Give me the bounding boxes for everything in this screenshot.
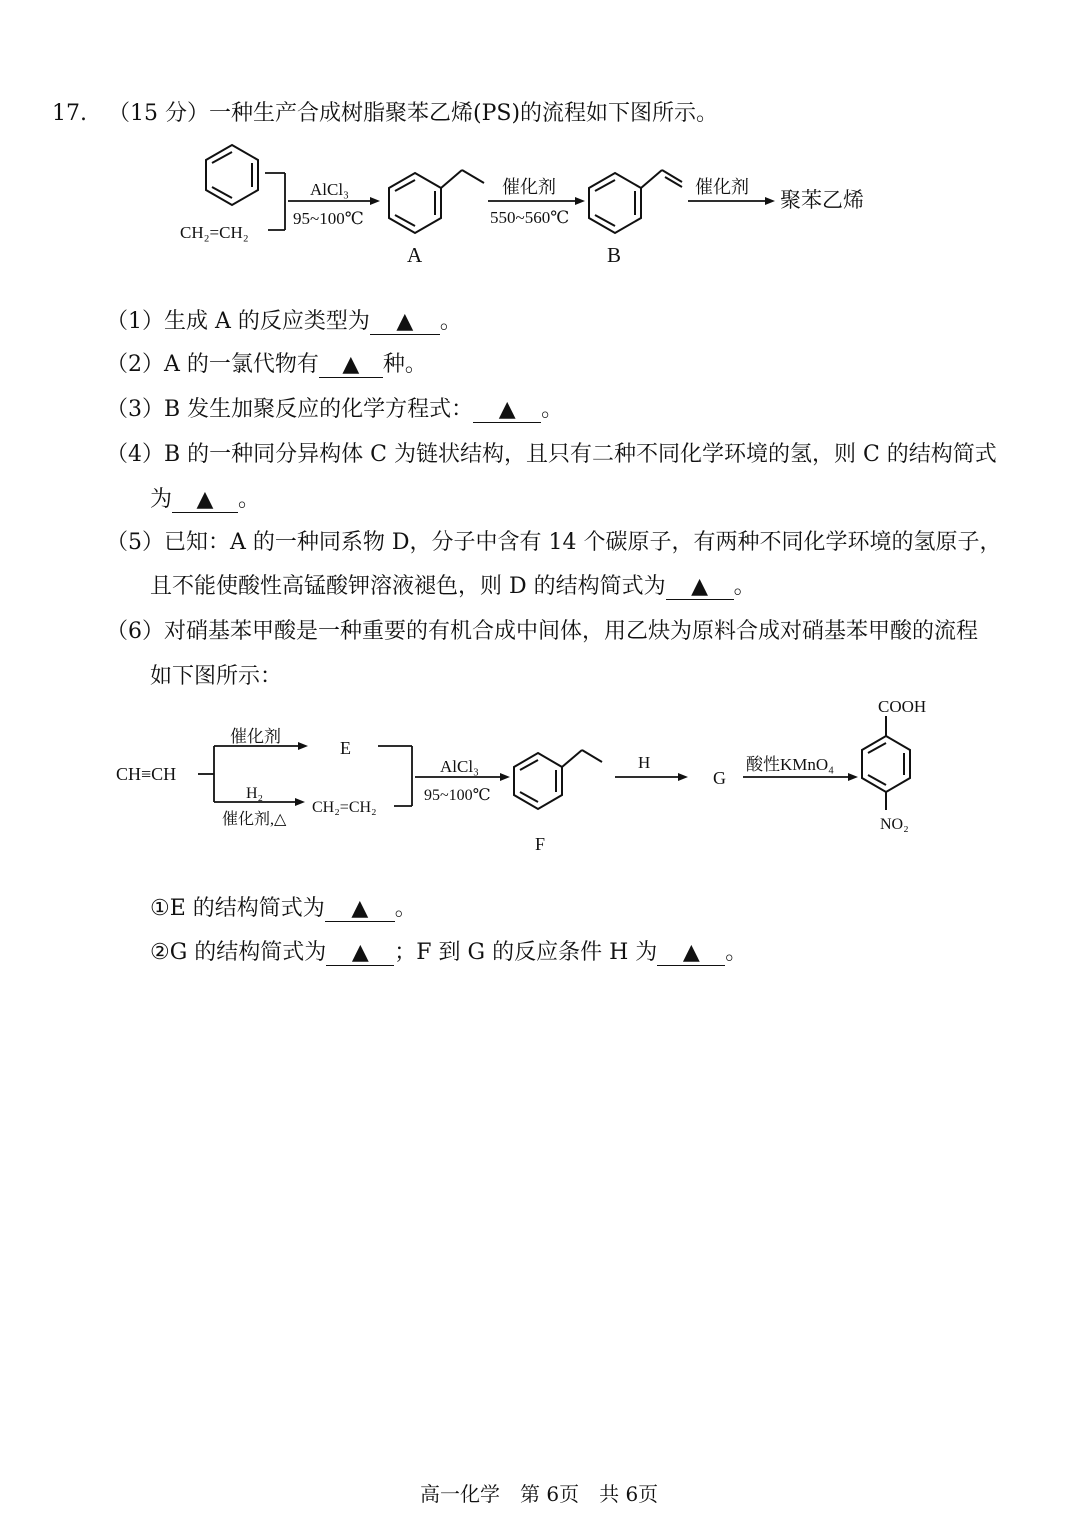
arrow-3-head	[765, 197, 775, 205]
label-b: B	[607, 243, 622, 267]
part-5-end: 。	[733, 574, 756, 599]
part-2	[106, 347, 427, 378]
styrene-structure	[589, 170, 682, 233]
part-3-text: （3）B 发生加聚反应的化学方程式：	[106, 397, 474, 422]
p-nitrobenzoic-acid-structure	[862, 716, 910, 810]
page-footer: 高一化学 第 6页 共 6页	[420, 1482, 659, 1506]
step1-condition-top: AlCl₃	[310, 180, 349, 199]
part-5-line-2	[150, 569, 756, 600]
question-header	[52, 96, 718, 127]
reactant-bracket	[265, 173, 285, 230]
part-4-line-2	[150, 482, 260, 513]
answer-blank-5[interactable]: ▲	[666, 575, 734, 600]
reaction-scheme-2	[110, 690, 950, 864]
temperature-condition: 95~100℃	[424, 787, 491, 804]
kmno4-arrow-head	[848, 773, 858, 781]
part-5-line-1: （5）已知：A 的一种同系物 D，分子中含有 14 个碳原子，有两种不同化学环境的氢原子，	[106, 530, 1002, 555]
label-a: A	[407, 243, 423, 267]
part-6-line-2: 如下图所示：	[150, 664, 283, 689]
part-3-end: 。	[541, 397, 564, 422]
answer-blank-4[interactable]: ▲	[172, 488, 238, 513]
acetylene-start: CH≡CH	[116, 764, 177, 784]
sub-question-1	[150, 891, 417, 922]
part-4-line-1: （4）B 的一种同分异构体 C 为链状结构，且只有二种不同化学环境的氢，则 C 的结构简式	[106, 442, 997, 467]
part-4-text: 为	[150, 487, 173, 512]
scheme-1-svg	[170, 135, 910, 275]
h-arrow-head	[678, 773, 688, 781]
part-1-text: （1）生成 A 的反应类型为	[106, 309, 370, 334]
answer-blank-3[interactable]: ▲	[473, 398, 541, 423]
reaction-scheme-1	[170, 135, 910, 279]
sub-question-1-end: 。	[394, 896, 417, 921]
part-2-end: 种。	[382, 352, 427, 377]
part-1-end: 。	[439, 309, 462, 334]
part-2-text: （2）A 的一氯代物有	[106, 352, 319, 377]
label-g: G	[713, 768, 726, 788]
sub-question-2	[150, 935, 747, 966]
step3-condition-top: 催化剂	[695, 177, 749, 197]
sub-question-2-text: ②G 的结构简式为	[150, 940, 327, 965]
part-4-end: 。	[238, 487, 261, 512]
sub-question-1-text: ①E 的结构简式为	[150, 896, 325, 921]
ethylbenzene-structure	[389, 170, 484, 233]
arrow-1-head	[370, 197, 380, 205]
alcl3-arrow-head	[500, 773, 510, 781]
answer-blank-2[interactable]: ▲	[319, 353, 383, 378]
condition-h: H	[638, 753, 651, 772]
lower-arrow-head	[295, 798, 305, 806]
alcl3-condition: AlCl₃	[440, 757, 479, 776]
label-f: F	[535, 834, 546, 854]
sub-question-2-end: 。	[725, 940, 748, 965]
answer-blank-e[interactable]: ▲	[325, 897, 395, 922]
benzene-structure	[206, 145, 258, 205]
arrow-2-head	[575, 197, 585, 205]
question-intro: 一种生产合成树脂聚苯乙烯(PS)的流程如下图所示。	[209, 101, 719, 126]
sub-question-2-mid: ；F 到 G 的反应条件 H 为	[394, 940, 658, 965]
product-e: E	[340, 738, 351, 758]
step2-condition-bottom: 550~560℃	[490, 208, 570, 227]
no2-group: NO₂	[880, 816, 909, 833]
step2-condition-top: 催化剂	[502, 177, 556, 197]
merge-bracket	[378, 746, 412, 806]
product-polystyrene: 聚苯乙烯	[780, 188, 864, 212]
part-5-text: 且不能使酸性高锰酸钾溶液褪色，则 D 的结构简式为	[150, 574, 666, 599]
part-3	[106, 392, 563, 423]
answer-blank-1[interactable]: ▲	[370, 310, 440, 335]
lower-condition-bottom: 催化剂,△	[222, 811, 287, 828]
lower-condition-top: H₂	[246, 785, 264, 802]
ethylbenzene-f-structure	[514, 750, 602, 809]
question-score: （15 分）	[108, 101, 209, 126]
part-6-line-1: （6）对硝基苯甲酸是一种重要的有机合成中间体，用乙炔为原料合成对硝基苯甲酸的流程	[106, 619, 979, 644]
scheme-2-svg	[110, 690, 950, 860]
step1-condition-bottom: 95~100℃	[293, 209, 364, 228]
answer-blank-h[interactable]: ▲	[657, 941, 725, 966]
kmno4-condition: 酸性KMnO₄	[746, 755, 835, 774]
question-number: 17.	[52, 101, 87, 126]
upper-condition: 催化剂	[230, 727, 281, 746]
ethylene-intermediate: CH₂=CH₂	[312, 799, 377, 816]
answer-blank-g[interactable]: ▲	[326, 941, 394, 966]
upper-arrow-head	[298, 742, 308, 750]
ethylene-reactant: CH₂=CH₂	[180, 223, 249, 242]
cooh-group: COOH	[878, 697, 927, 716]
part-1	[106, 304, 462, 335]
